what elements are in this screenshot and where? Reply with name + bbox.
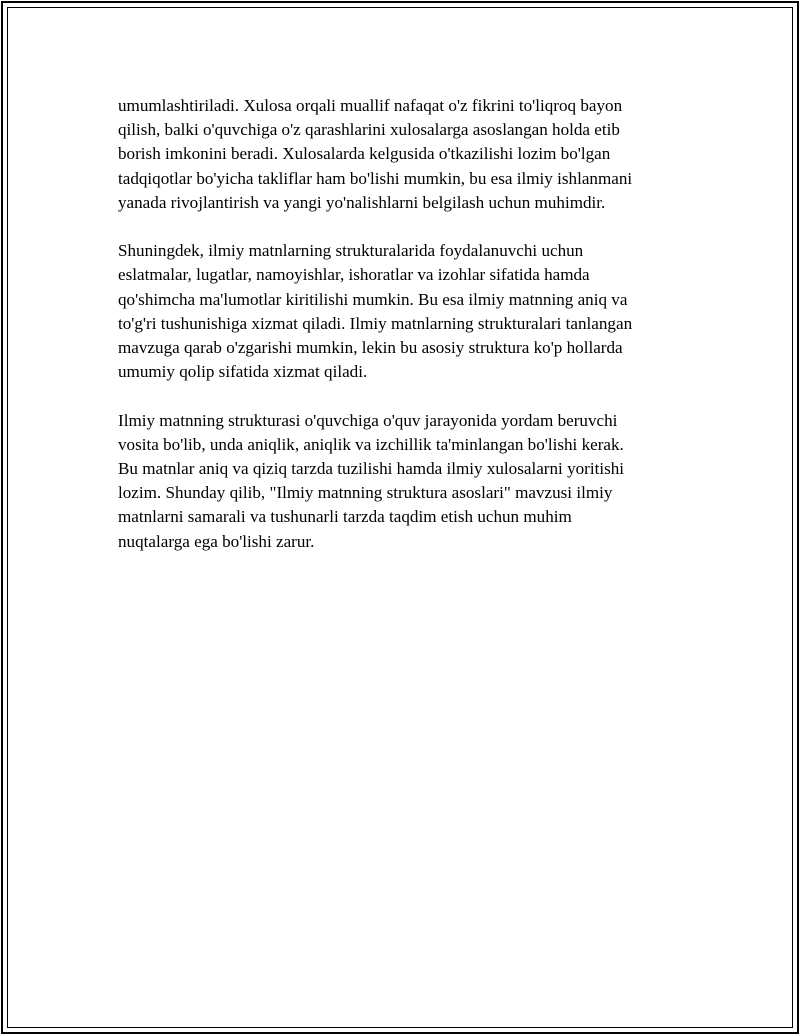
text-line: nuqtalarga ega bo'lishi zarur. [118, 531, 315, 551]
document-body [118, 94, 708, 578]
text-line: mavzuga qarab o'zgarishi mumkin, lekin bu asosiy struktura ko'p hollarda [118, 338, 623, 358]
text-line: borish imkonini beradi. Xulosalarda kelgusida o'tkazilishi lozim bo'lgan [118, 144, 611, 164]
text-line: Ilmiy matnning strukturasi o'quvchiga o'quv jarayonida yordam beruvchi [118, 410, 618, 430]
text-line: umumlashtiriladi. Xulosa orqali muallif nafaqat o'z fikrini to'liqroq bayon [118, 96, 623, 115]
paragraph-2 [118, 239, 708, 384]
text-line: qilish, balki o'quvchiga o'z qarashlarini xulosalarga asoslangan holda etib [118, 120, 620, 140]
text-line: Shuningdek, ilmiy matnlarning strukturalarida foydalanuvchi uchun [118, 241, 584, 261]
text-line: lozim. Shunday qilib, "Ilmiy matnning struktura asoslari" mavzusi ilmiy [118, 483, 613, 503]
text-line: Bu matnlar aniq va qiziq tarzda tuzilishi hamda ilmiy xulosalarni yoritishi [118, 459, 625, 479]
text-line: matnlarni samarali va tushunarli tarzda taqdim etish uchun muhim [118, 507, 572, 527]
paragraph-3 [118, 409, 708, 554]
text-line: umumiy qolip sifatida xizmat qiladi. [118, 362, 368, 382]
text-line: eslatmalar, lugatlar, namoyishlar, ishoratlar va izohlar sifatida hamda [118, 265, 590, 285]
text-line: yanada rivojlantirish va yangi yo'nalishlarni belgilash uchun muhimdir. [118, 192, 606, 212]
text-line: qo'shimcha ma'lumotlar kiritilishi mumkin. Bu esa ilmiy matnning aniq va [118, 289, 628, 309]
text-line: vosita bo'lib, unda aniqlik, aniqlik va izchillik ta'minlangan bo'lishi kerak. [118, 434, 624, 454]
paragraph-1 [118, 94, 708, 215]
text-line: tadqiqotlar bo'yicha takliflar ham bo'lishi mumkin, bu esa ilmiy ishlanmani [118, 168, 633, 188]
text-line: to'g'ri tushunishiga xizmat qiladi. Ilmiy matnlarning strukturalari tanlangan [118, 313, 633, 333]
